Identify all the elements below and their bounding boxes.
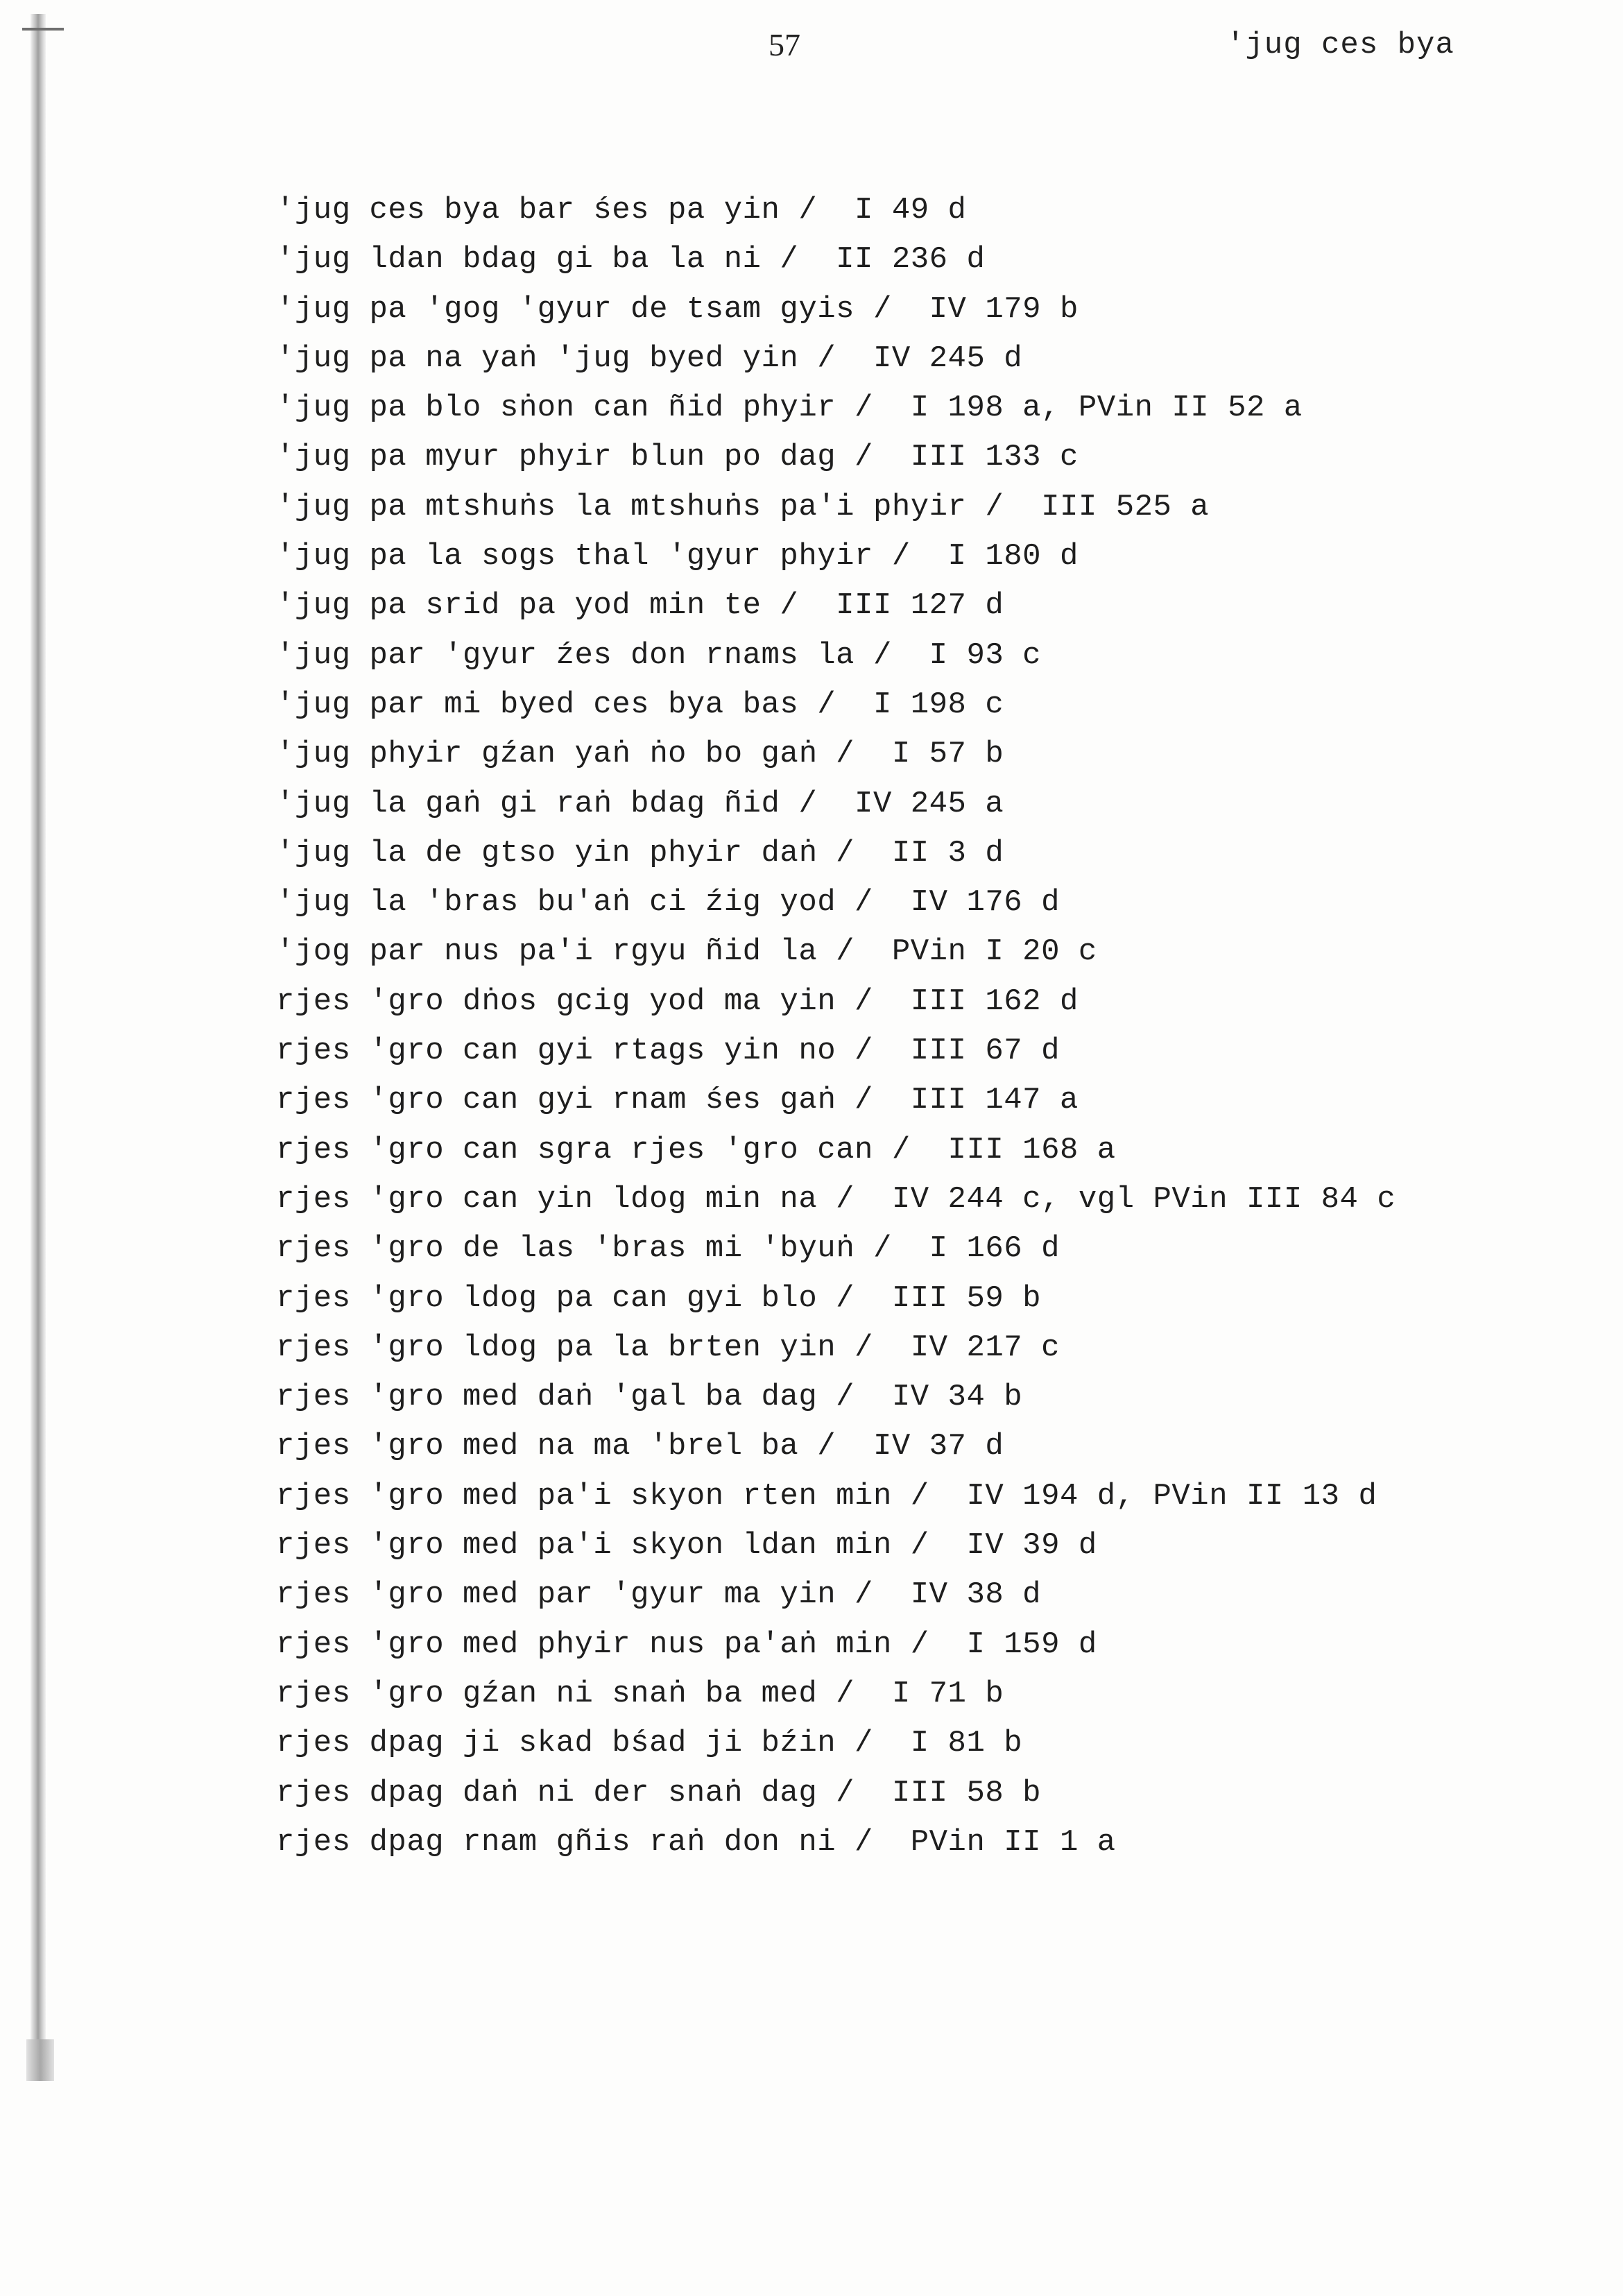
list-item: rjes 'gro ldog pa la brten yin / IV 217 c xyxy=(276,1330,1060,1365)
list-item: rjes 'gro dṅos gcig yod ma yin / III 162 d xyxy=(276,984,1079,1019)
list-item: 'jug par 'gyur źes don rnams la / I 93 c xyxy=(276,637,1042,673)
list-item: 'jug pa mtshuṅs la mtshuṅs pa'i phyir / III 525 a xyxy=(276,489,1210,524)
entry-list xyxy=(276,186,1396,1867)
binding-edge xyxy=(31,14,46,2081)
list-item: rjes 'gro can gyi rtags yin no / III 67 d xyxy=(276,1034,1060,1069)
list-item: rjes 'gro med pa'i skyon ldan min / IV 39 d xyxy=(276,1528,1097,1563)
list-item: 'jug pa na yaṅ 'jug byed yin / IV 245 d xyxy=(276,341,1023,376)
list-item: 'jog par nus pa'i rgyu ñid la / PVin I 20 c xyxy=(276,934,1097,970)
list-item: 'jug ces bya bar śes pa yin / I 49 d xyxy=(276,193,967,228)
page-number: 57 xyxy=(768,27,800,62)
list-item: rjes 'gro med daṅ 'gal ba dag / IV 34 b xyxy=(276,1380,1023,1415)
list-item: 'jug la de gtso yin phyir daṅ / II 3 d xyxy=(276,835,1004,871)
list-item: rjes 'gro ldog pa can gyi blo / III 59 b xyxy=(276,1280,1042,1316)
list-item: rjes 'gro can sgra rjes 'gro can / III 168 a xyxy=(276,1132,1116,1167)
list-item: rjes 'gro de las 'bras mi 'byuṅ / I 166 d xyxy=(276,1231,1060,1267)
list-item: rjes 'gro med par 'gyur ma yin / IV 38 d xyxy=(276,1577,1042,1613)
list-item: rjes 'gro med pa'i skyon rten min / IV 194 d, PVin II 13 d xyxy=(276,1478,1377,1514)
list-item: 'jug pa la sogs thal 'gyur phyir / I 180 d xyxy=(276,539,1079,574)
list-item: 'jug phyir gźan yaṅ ṅo bo gaṅ / I 57 b xyxy=(276,737,1004,772)
list-item: rjes 'gro med phyir nus pa'aṅ min / I 159 d xyxy=(276,1627,1097,1662)
list-item: rjes dpag daṅ ni der snaṅ dag / III 58 b xyxy=(276,1775,1042,1810)
list-item: rjes dpag rnam gñis raṅ don ni / PVin II 1 a xyxy=(276,1824,1116,1860)
list-item: 'jug pa srid pa yod min te / III 127 d xyxy=(276,588,1004,624)
list-item: rjes 'gro can yin ldog min na / IV 244 c, vgl PVin III 84 c xyxy=(276,1181,1396,1217)
list-item: 'jug pa blo sṅon can ñid phyir / I 198 a, PVin II 52 a xyxy=(276,391,1303,426)
list-item: 'jug ldan bdag gi ba la ni / II 236 d xyxy=(276,242,986,277)
list-item: 'jug la 'bras bu'aṅ ci źig yod / IV 176 d xyxy=(276,885,1060,920)
list-item: 'jug par mi byed ces bya bas / I 198 c xyxy=(276,687,1004,722)
list-item: 'jug la gaṅ gi raṅ bdag ñid / IV 245 a xyxy=(276,786,1004,821)
list-item: rjes dpag ji skad bśad ji bźin / I 81 b xyxy=(276,1726,1023,1761)
running-head: 'jug ces bya xyxy=(1226,28,1454,62)
list-item: 'jug pa myur phyir blun po dag / III 133 c xyxy=(276,440,1079,475)
list-item: 'jug pa 'gog 'gyur de tsam gyis / IV 179 b xyxy=(276,291,1079,327)
list-item: rjes 'gro gźan ni snaṅ ba med / I 71 b xyxy=(276,1676,1004,1711)
list-item: rjes 'gro can gyi rnam śes gaṅ / III 147 a xyxy=(276,1083,1079,1118)
list-item: rjes 'gro med na ma 'brel ba / IV 37 d xyxy=(276,1429,1004,1464)
